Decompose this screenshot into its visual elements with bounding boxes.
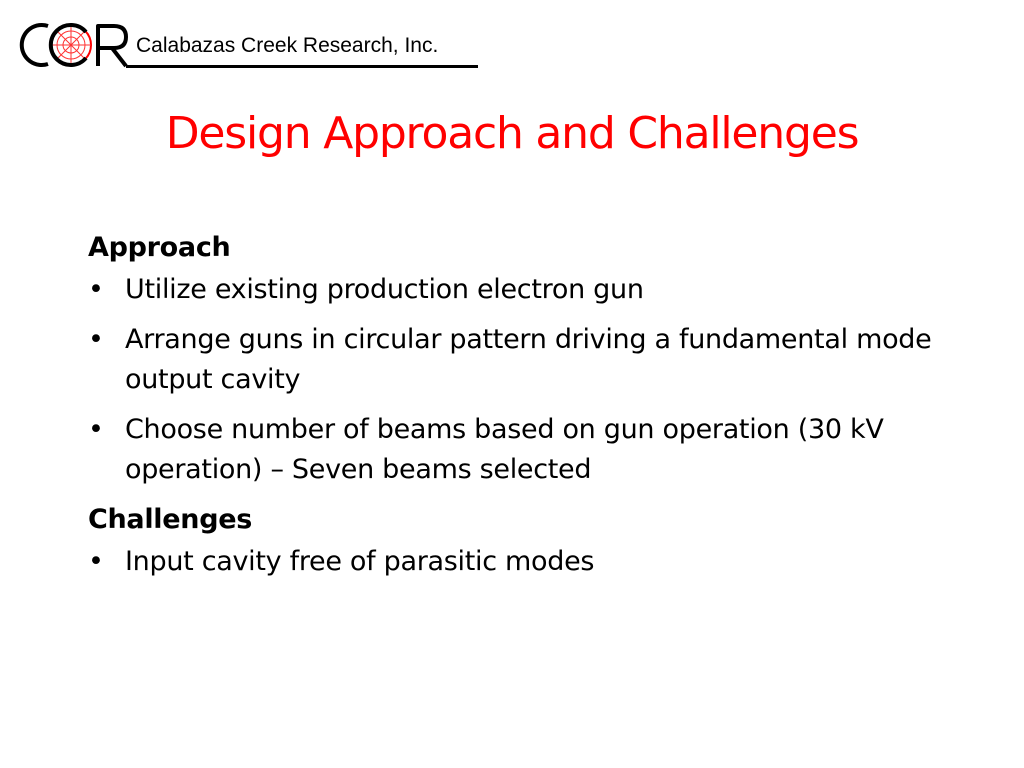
slide-body bbox=[88, 228, 968, 592]
list-item bbox=[88, 270, 968, 310]
bullet-icon: • bbox=[88, 274, 104, 305]
bullet-list bbox=[88, 542, 968, 582]
list-item bbox=[88, 320, 968, 400]
slide-header bbox=[16, 18, 478, 72]
slide-title: Design Approach and Challenges bbox=[165, 108, 859, 159]
company-name: Calabazas Creek Research, Inc. bbox=[136, 34, 439, 57]
section-challenges bbox=[88, 500, 968, 582]
section-approach bbox=[88, 228, 968, 490]
list-item-text: Utilize existing production electron gun bbox=[125, 274, 644, 305]
bullet-icon: • bbox=[88, 324, 104, 355]
section-heading: Challenges bbox=[88, 504, 253, 535]
list-item-text: Input cavity free of parasitic modes bbox=[125, 546, 595, 577]
bullet-list bbox=[88, 270, 968, 490]
bullet-icon: • bbox=[88, 546, 104, 577]
bullet-icon: • bbox=[88, 414, 104, 445]
list-item bbox=[88, 410, 968, 490]
list-item-text: Choose number of beams based on gun operation (30 kV operation) – Seven beams selected bbox=[125, 414, 884, 485]
list-item-text: Arrange guns in circular pattern driving a fundamental mode output cavity bbox=[125, 324, 932, 395]
list-item bbox=[88, 542, 968, 582]
section-heading: Approach bbox=[88, 232, 231, 263]
header-divider bbox=[126, 65, 478, 68]
ccr-logo-icon bbox=[16, 18, 136, 72]
